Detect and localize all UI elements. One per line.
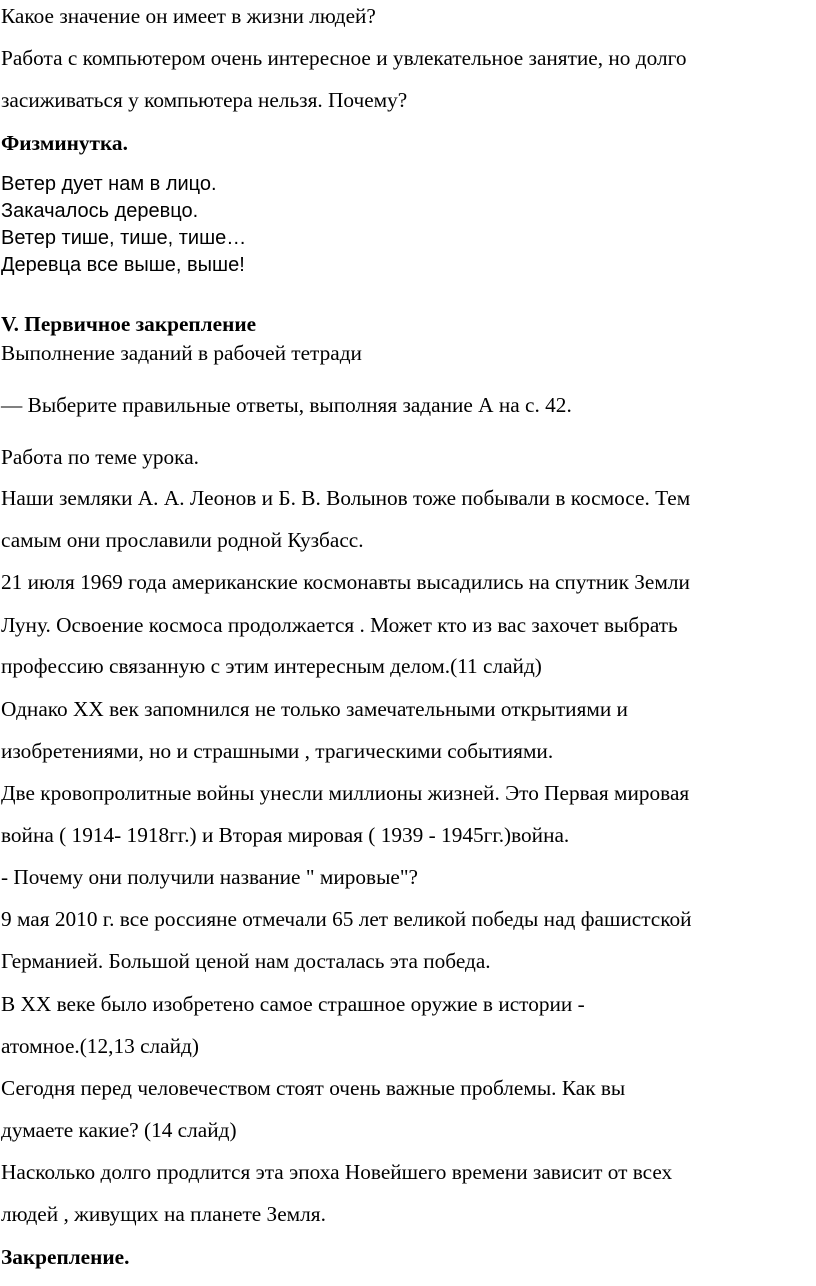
poem-line-3: Ветер тише, тише, тише… — [1, 227, 247, 249]
poem-line-2: Закачалось деревцо. — [1, 200, 199, 222]
topic-line: - Почему они получили название " мировые"? — [1, 865, 418, 889]
intro-question: Какое значение он имеет в жизни людей? — [1, 4, 376, 28]
topic-line: 21 июля 1969 года американские космонавты высадились на спутник Земли — [1, 570, 690, 594]
section-v-task: — Выберите правильные ответы, выполняя задание А на с. 42. — [1, 393, 572, 417]
topic-line: Сегодня перед человечеством стоят очень важные проблемы. Как вы — [1, 1076, 626, 1100]
poem-line-4: Деревца все выше, выше! — [1, 254, 245, 276]
topic-line: Наши земляки А. А. Леонов и Б. В. Волынов тоже побывали в космосе. Тем — [1, 486, 691, 510]
topic-line: Однако XX век запомнился не только замечательными открытиями и — [1, 697, 628, 721]
section-v-workbook: Выполнение заданий в рабочей тетради — [1, 341, 362, 365]
topic-line: В XX веке было изобретено самое страшное оружие в истории - — [1, 992, 585, 1016]
section-v-heading: V. Первичное закрепление — [1, 312, 257, 336]
topic-line: думаете какие? (14 слайд) — [1, 1118, 237, 1142]
topic-line: Германией. Большой ценой нам досталась эта победа. — [1, 949, 491, 973]
topic-line: 9 мая 2010 г. все россияне отмечали 65 лет великой победы над фашистской — [1, 907, 692, 931]
topic-line: война ( 1914- 1918гг.) и Вторая мировая ( 1939 - 1945гг.)война. — [1, 823, 570, 847]
fizminutka-heading: Физминутка. — [1, 131, 128, 155]
topic-line: атомное.(12,13 слайд) — [1, 1034, 199, 1058]
closing-heading: Закрепление. — [1, 1245, 130, 1269]
topic-line: изобретениями, но и страшными , трагическими событиями. — [1, 739, 554, 763]
intro-computer-line-2: засиживаться у компьютера нельзя. Почему? — [1, 88, 408, 112]
topic-line: Луну. Освоение космоса продолжается . Может кто из вас захочет выбрать — [1, 613, 678, 637]
poem-line-1: Ветер дует нам в лицо. — [1, 173, 217, 195]
topic-line: Насколько долго продлится эта эпоха Новейшего времени зависит от всех — [1, 1160, 673, 1184]
topic-line: самым они прославили родной Кузбасс. — [1, 528, 364, 552]
topic-line: людей , живущих на планете Земля. — [1, 1202, 326, 1226]
topic-line: Работа по теме урока. — [1, 445, 199, 469]
intro-computer-line-1: Работа с компьютером очень интересное и увлекательное занятие, но долго — [1, 46, 687, 70]
topic-line: Две кровопролитные войны унесли миллионы жизней. Это Первая мировая — [1, 781, 690, 805]
topic-line: профессию связанную с этим интересным делом.(11 слайд) — [1, 654, 542, 678]
